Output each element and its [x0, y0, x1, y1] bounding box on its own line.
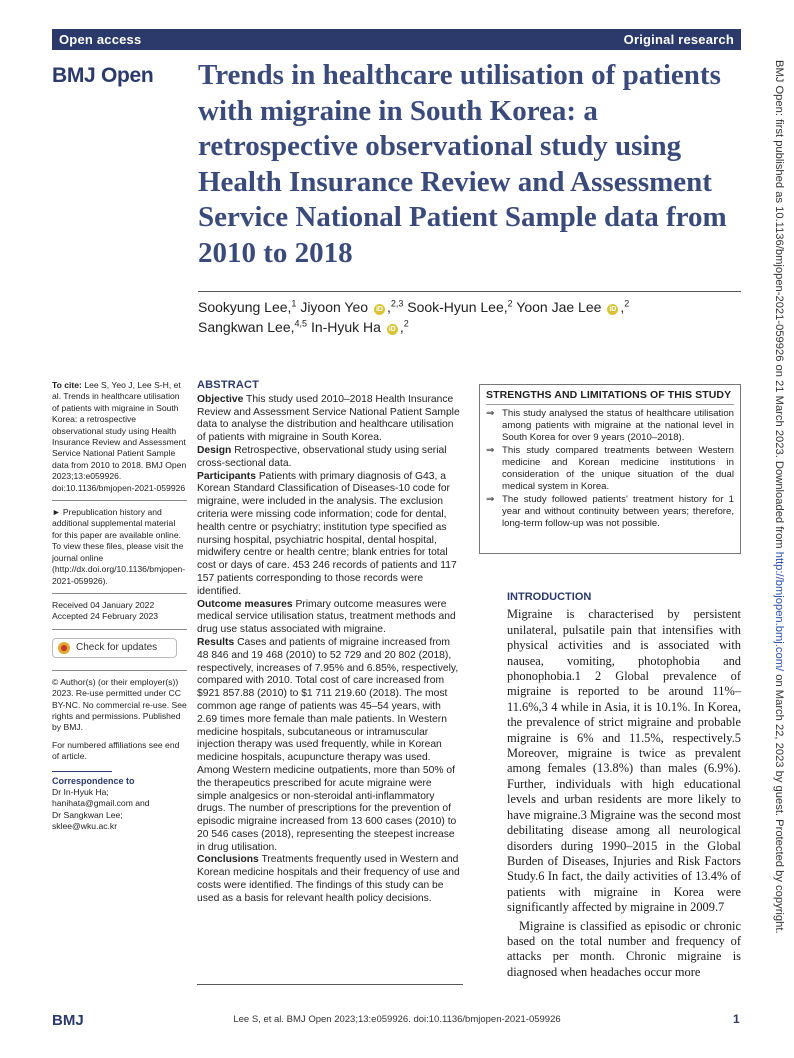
- orcid-icon[interactable]: iD: [375, 306, 383, 313]
- introduction: [507, 590, 741, 980]
- strengths-limitations-box: [479, 384, 741, 554]
- author-name: Jiyoon Yeo: [300, 299, 369, 315]
- citation-block: [52, 380, 187, 494]
- correspondence-heading: Correspondence to: [52, 775, 135, 786]
- author-affiliation: 2: [507, 298, 513, 309]
- list-item: ⇒ This study compared treatments between Western medicine and Korean medicine institutions in consideration of the unique situation of the dual medical system in Korea.: [486, 445, 734, 492]
- author-affiliation: 1: [291, 298, 297, 309]
- check-for-updates-button[interactable]: [52, 638, 177, 658]
- abstract-results: Results Cases and patients of migraine increased from 48 846 and 19 468 (2010) to 52 729 and 20 802 (2018), respectively, increases of 7.95% and 6.85%, respectively, compared with 2010. Total cost of care increased from $921 857.88 (2010) to $1 711 219.60 (2018). The most common age range of patients was 45–54 years, with 2.69 times more female than male patients. In Western medicine hospitals, subcutaneous or intramuscular injection therapy was used frequently, while in Korean medicine hospitals, acupuncture therapy was used. Among Western medicine outpatients, more than 50% of the therapeutics prescribed for acute migraine were simple analgesics or non-steroidal anti-inflammatory drugs. The number of prescriptions for the prevention of episodic migraine increased from 13 600 cases (2010) to 20 546 cases (2018), representing the steepest increase in drug utilisation.: [197, 636, 459, 853]
- abstract: [197, 379, 463, 906]
- introduction-paragraph: Migraine is classified as episodic or chronic based on the total number and frequency of attacks per month. Chronic migraine is diagnosed when headaches occur more: [507, 918, 741, 979]
- citation-text: Lee S, Yeo J, Lee S-H, et al. Trends in healthcare utilisation of patients with migraine in South Korea: a retrospective observational study using Health Insurance Review and Assessment Service National Patient Sample data from 2010 to 2018. BMJ Open 2023;13:e059926. doi:10.1136/bmjopen-2021-059926: [52, 380, 187, 493]
- crossmark-icon: [58, 642, 70, 654]
- sidebar-divider: [52, 629, 187, 630]
- arrow-icon: ⇒: [486, 408, 495, 419]
- citation-label: To cite:: [52, 380, 82, 390]
- abstract-conclusions: Conclusions Treatments frequently used in Western and Korean medicine hospitals and their frequency of use and costs were identified. The findings of this study can be used as a basis for relevant health policy decisions.: [197, 854, 460, 904]
- copyright-note: © Author(s) (or their employer(s)) 2023. Re-use permitted under CC BY-NC. No commercial re-use. See rights and permissions. Published by BMJ.: [52, 676, 187, 733]
- correspondence-email[interactable]: sklee@wku.ac.kr: [52, 821, 118, 832]
- author-name: Sook-Hyun Lee,: [407, 299, 508, 315]
- footer-citation: Lee S, et al. BMJ Open 2023;13:e059926. doi:10.1136/bmjopen-2021-059926: [233, 1014, 561, 1025]
- abstract-design: Design Retrospective, observational study using serial cross-sectional data.: [197, 444, 447, 469]
- author-name: In-Hyuk Ha: [310, 319, 381, 335]
- abstract-outcomes: Outcome measures Primary outcome measures were medical service utilisation status, treatment methods and drug use status associated with migraine.: [197, 598, 456, 636]
- author-name: Sookyung Lee,: [198, 299, 292, 315]
- check-for-updates-label: Check for updates: [76, 642, 158, 654]
- article-sidebar: [52, 380, 187, 833]
- correspondence-line: Dr Sangkwan Lee;: [52, 809, 123, 820]
- received-date: Received 04 January 2022: [52, 599, 155, 610]
- introduction-heading: INTRODUCTION: [507, 591, 592, 603]
- list-item: ⇒ The study followed patients' treatment history for 1 year and without continuity between years; therefore, long-term follow-up was not possible.: [486, 494, 734, 529]
- introduction-paragraph: Migraine is characterised by persistent unilateral, pulsatile pain that intensifies with physical activities and is associated with nausea, vomiting, photophobia and phonophobia.1 2 Global prevalence of migraine is reported to be around 11%–11.6%,3 4 while in Asia, it is 10.1%. In Korea, the prevalence of strict migraine and probable migraine is 6% and 11.5%, respectively.5 Moreover, migraine is twice as prevalent among females (13.8%) than males (6.9%). Further, individuals with high educational levels and urban residents are more likely to have migraine.3 Migraine was the second most debilitating disease among all neurological disorders during 1990–2015 in the Global Burden of Diseases, Injuries and Risk Factors Study.6 In fact, the daily activities of 13.4% of patients with migraine in Korea were significantly affected by migraine in 2009.7: [507, 607, 741, 915]
- journal-logo: BMJ Open: [52, 64, 154, 87]
- abstract-end-divider: [197, 984, 463, 985]
- sidebar-divider: [52, 593, 187, 594]
- article-type-label: Original research: [623, 32, 734, 47]
- author-affiliation: 2: [624, 298, 630, 309]
- download-notice: BMJ Open: first published as 10.1136/bmjopen-2021-059926 on 21 March 2023. Downloaded from http://bmjopen.bmj.com/ on March 22, 2023 by guest. Protected by copyright.: [773, 60, 785, 934]
- prepublication-note[interactable]: ► Prepublication history and additional supplemental material for this paper are available online. To view these files, please visit the journal online (http://dx.doi.org/10.1136/bmjopen-2021-059926).: [52, 507, 186, 586]
- list-item: ⇒ This study analysed the status of healthcare utilisation among patients with migraine at the national level in South Korea for over 9 years (2010–2018).: [486, 408, 734, 443]
- author-affiliation: 4,5: [294, 318, 308, 329]
- arrow-icon: ⇒: [486, 445, 495, 456]
- page-number: 1: [733, 1012, 740, 1026]
- header-bar: [52, 29, 741, 50]
- author-name: Sangkwan Lee,: [198, 319, 295, 335]
- footer-logo: BMJ: [52, 1012, 84, 1029]
- open-access-label: Open access: [59, 32, 142, 47]
- sidebar-divider: [52, 670, 187, 671]
- sidebar-divider: [52, 500, 187, 501]
- strengths-heading: STRENGTHS AND LIMITATIONS OF THIS STUDY: [486, 389, 734, 405]
- abstract-heading: ABSTRACT: [197, 379, 260, 391]
- orcid-icon[interactable]: iD: [388, 326, 396, 333]
- accepted-date: Accepted 24 February 2023: [52, 611, 159, 622]
- author-name: Yoon Jae Lee: [516, 299, 602, 315]
- author-affiliation: 2,3: [390, 298, 404, 309]
- affiliations-note: For numbered affiliations see end of article.: [52, 739, 180, 762]
- journal-link[interactable]: http://bmjopen.bmj.com/: [773, 551, 785, 672]
- correspondence-divider: [52, 771, 112, 772]
- correspondence-email[interactable]: hanihata@gmail.com and: [52, 798, 150, 809]
- orcid-icon[interactable]: iD: [609, 306, 617, 313]
- article-title: Trends in healthcare utilisation of patients with migraine in South Korea: a retrospective observational study using Health Insurance Review and Assessment Service National Patient Sample data from 2010 to 2018: [198, 59, 727, 269]
- arrow-icon: ⇒: [486, 494, 495, 505]
- title-divider: [198, 291, 741, 292]
- abstract-objective: Objective This study used 2010–2018 Health Insurance Review and Assessment Service National Patient Sample data to analyse the distribution and healthcare utilisation of patients with migraine in South Korea.: [197, 393, 460, 444]
- author-affiliation: 2: [403, 318, 409, 329]
- correspondence-line: Dr In-Hyuk Ha;: [52, 786, 109, 797]
- author-list: Sookyung Lee,$^1$ Jiyoon Yeo iD ,$^{2,3}$ Sook-Hyun Lee,$^2$ Yoon Jae Lee iD ,$^2$ Sangkwan Lee,$^{4,5}$ In-Hyuk Ha iD ,$^2$: [198, 298, 630, 335]
- abstract-participants: Participants Patients with primary diagnosis of G43, a Korean Standard Classification of Diseases-10 code for migraine, were included in the analysis. The exclusion criteria were missing code information; code for dental, health centre or psychiatry; institution type specified as nursing hospital, psychiatric hospital, dental hospital, midwifery centre or health centre; blank entries for total cost or days of care. 453 246 records of patients and 117 157 patients corresponding to those records were identified.: [197, 470, 457, 597]
